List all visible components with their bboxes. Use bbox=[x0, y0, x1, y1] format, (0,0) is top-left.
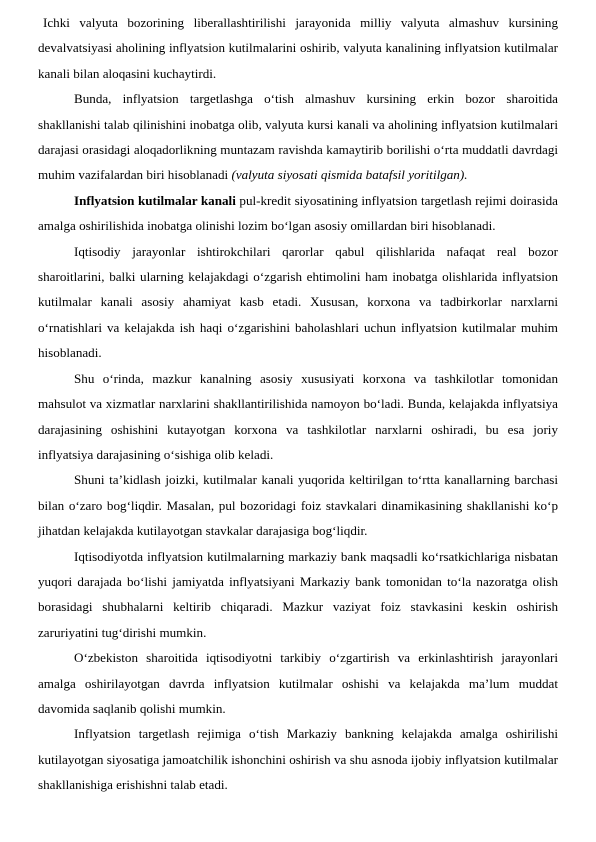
paragraph-3-text: pul-kredit siyosatining inflyatsion targetlash rejimi doirasida amalga oshirilishida inobatga olinishi lozim bo‘lgan asosiy omillardan biri hisoblanadi. bbox=[38, 192, 558, 234]
paragraph-6 bbox=[38, 467, 558, 543]
paragraph-6-text: Shuni ta’kidlash joizki, kutilmalar kanali yuqorida keltirilgan to‘rtta kanallarning barchasi bilan o‘zaro bog‘liqdir. Masalan, pul bozoridagi foiz stavkalari dinamikasining shakllanishi ko‘p jihatdan kelajakda kutilayotgan stavkalar darajasiga bog‘liqdir. bbox=[38, 472, 558, 539]
paragraph-7-text: Iqtisodiyotda inflyatsion kutilmalarning markaziy bank maqsadli ko‘rsatkichlariga nisbatan yuqori darajada bo‘lishi jamiyatda inflyatsiyani Markaziy bank tomonidan to‘la nazoratga olish borasidagi shubhalarni keltirib chiqaradi. Mazkur vaziyat foiz stavkasini keskin oshirish zaruriyatini tug‘dirishi mumkin. bbox=[38, 548, 558, 640]
paragraph-2-italic-note: (valyuta siyosati qismida batafsil yoritilgan). bbox=[231, 167, 468, 183]
paragraph-3-bold-term: Inflyatsion kutilmalar kanali bbox=[74, 192, 236, 208]
paragraph-7 bbox=[38, 544, 558, 646]
paragraph-3 bbox=[38, 188, 558, 239]
paragraph-4-text: Iqtisodiy jarayonlar ishtirokchilari qarorlar qabul qilishlarida nafaqat real bozor sharoitlarini, balki ularning kelajakdagi o‘zgarish ehtimolini ham inobatga olishlarida inflyatsion kutilmalar kanali asosiy ahamiyat kasb etadi. Xususan, korxona va tadbirkorlar narxlarni o‘rnatishlari va kelajakda ish haqi o‘zgarishini baholashlari uchun inflyatsion kutilmalar muhim hisoblanadi. bbox=[38, 243, 558, 361]
paragraph-1 bbox=[38, 10, 558, 86]
paragraph-5 bbox=[38, 366, 558, 468]
paragraph-5-text: Shu o‘rinda, mazkur kanalning asosiy xususiyati korxona va tashkilotlar tomonidan mahsulot va xizmatlar narxlarini shakllantirilishida namoyon bo‘ladi. Bunda, kelajakda inflyatsiya darajasining oshishini kutayotgan korxona va tashkilotlar narxlarni oshiradi, bu esa joriy inflyatsiya darajasining o‘sishiga olib keladi. bbox=[38, 370, 558, 462]
paragraph-2-text: Bunda, inflyatsion targetlashga o‘tish almashuv kursining erkin bozor sharoitida shakllanishi talab qilinishini inobatga olib, valyuta kursi kanali va aholining inflyatsion kutilmalari darajasi orasidagi aloqadorlikning muntazam ravishda kamaytirib borilishi o‘rta muddatli davrdagi muhim vazifalardan biri hisoblanadi bbox=[38, 91, 558, 183]
paragraph-4 bbox=[38, 239, 558, 366]
paragraph-8-text: O‘zbekiston sharoitida iqtisodiyotni tarkibiy o‘zgartirish va erkinlashtirish jarayonlari amalga oshirilayotgan davrda inflyatsion kutilmalar oshishi va kelajakda ma’lum muddat davomida saqlanib qolishi mumkin. bbox=[38, 650, 558, 716]
document-page bbox=[38, 10, 558, 798]
paragraph-9-text: Inflyatsion targetlash rejimiga o‘tish Markaziy bankning kelajakda amalga oshirilishi kutilayotgan siyosatiga jamoatchilik ishonchini oshirish va shu asnoda ijobiy inflyatsion kutilmalar shakllanishiga erishishni talab etadi. bbox=[38, 726, 558, 793]
paragraph-9 bbox=[38, 721, 558, 797]
paragraph-2 bbox=[38, 86, 558, 188]
paragraph-1-text: Ichki valyuta bozorining liberallashtirilishi jarayonida milliy valyuta almashuv kursining devalvatsiyasi aholining inflyatsion kutilmalarini oshirib, valyuta kanalining inflyatsion kutilmalar kanali bilan aloqasini kuchaytirdi. bbox=[38, 15, 558, 81]
paragraph-8 bbox=[38, 645, 558, 721]
